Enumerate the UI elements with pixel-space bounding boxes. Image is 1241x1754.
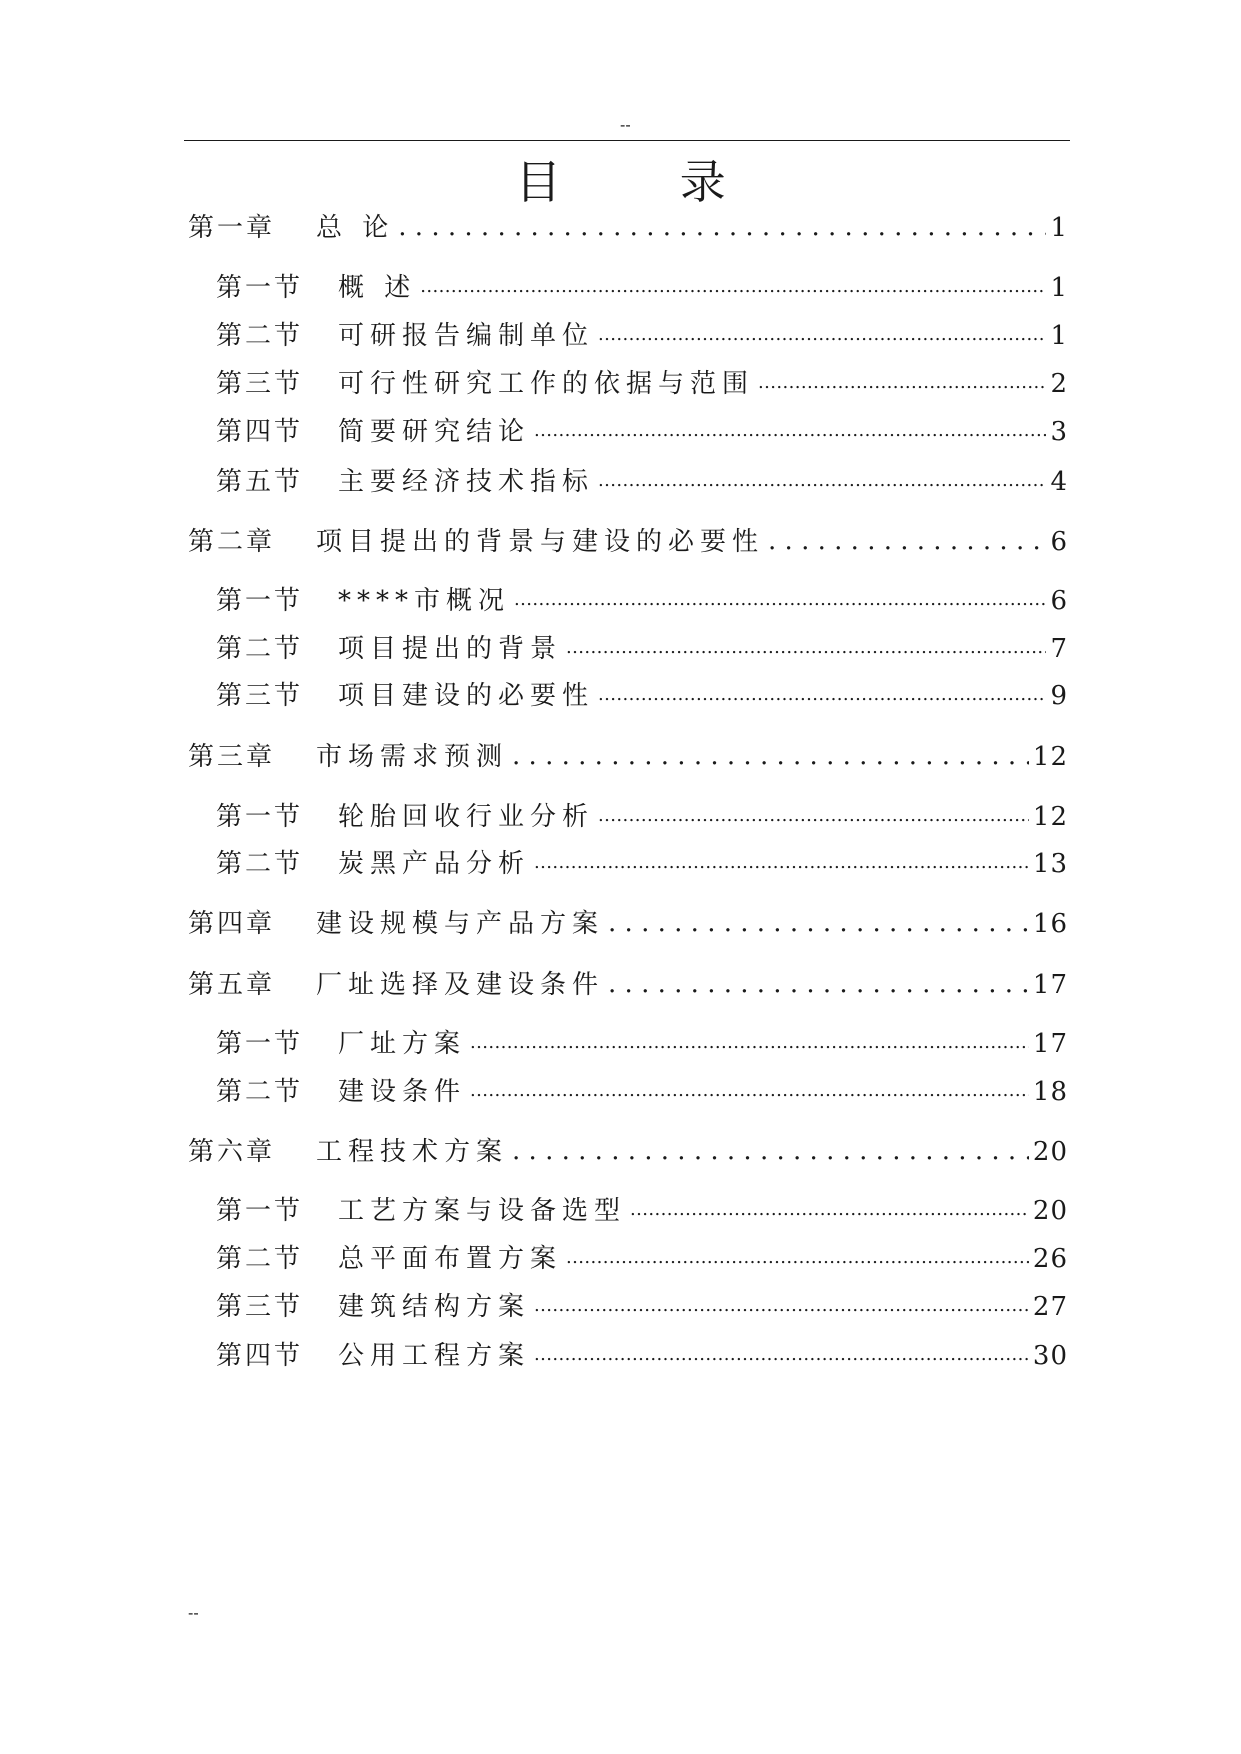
toc-entry-page-number: 20 bbox=[1032, 1137, 1068, 1167]
toc-entry-page-number: 3 bbox=[1050, 417, 1068, 447]
toc-entry-title: ****市概况 bbox=[338, 586, 511, 616]
toc-entry-number: 第一节 bbox=[216, 586, 304, 616]
dot-leader bbox=[420, 268, 1046, 308]
toc-chapter-entry[interactable] bbox=[188, 208, 1068, 248]
toc-entry-title: 项目提出的背景与建设的必要性 bbox=[316, 527, 765, 557]
toc-entry-page-number: 17 bbox=[1032, 970, 1068, 1000]
toc-entry-number: 第一节 bbox=[216, 802, 304, 832]
dot-leader bbox=[512, 1132, 1029, 1172]
toc-section-entry[interactable] bbox=[216, 1239, 1068, 1279]
toc-entry-page-number: 30 bbox=[1032, 1341, 1068, 1371]
toc-entry-title: 总平面布置方案 bbox=[338, 1244, 563, 1274]
toc-entry-page-number: 17 bbox=[1032, 1029, 1068, 1059]
toc-section-entry[interactable] bbox=[216, 412, 1068, 452]
toc-chapter-entry[interactable] bbox=[188, 965, 1068, 1005]
toc-entry-title: 概 述 bbox=[338, 273, 417, 303]
toc-entry-title: 可研报告编制单位 bbox=[338, 321, 595, 351]
toc-chapter-entry[interactable] bbox=[188, 904, 1068, 944]
toc-entry-number: 第一节 bbox=[216, 1196, 304, 1226]
dot-leader bbox=[608, 965, 1029, 1005]
toc-entry-page-number: 6 bbox=[1050, 527, 1068, 557]
toc-entry-number: 第三节 bbox=[216, 681, 304, 711]
toc-entry-number: 第二节 bbox=[216, 849, 304, 879]
dot-leader bbox=[566, 629, 1046, 669]
toc-section-entry[interactable] bbox=[216, 797, 1068, 837]
toc-entry-number: 第二节 bbox=[216, 1244, 304, 1274]
toc-entry-page-number: 6 bbox=[1050, 586, 1068, 616]
toc-entry-title: 公用工程方案 bbox=[338, 1341, 531, 1371]
toc-entry-title: 工艺方案与设备选型 bbox=[338, 1196, 627, 1226]
dot-leader bbox=[758, 364, 1046, 404]
toc-entry-title: 工程技术方案 bbox=[316, 1137, 509, 1167]
dot-leader bbox=[512, 737, 1029, 777]
toc-entry-title: 简要研究结论 bbox=[338, 417, 531, 447]
page-title: 目 录 bbox=[515, 155, 778, 209]
toc-entry-number: 第六章 bbox=[188, 1137, 276, 1167]
toc-section-entry[interactable] bbox=[216, 1191, 1068, 1231]
toc-section-entry[interactable] bbox=[216, 268, 1068, 308]
toc-entry-number: 第三章 bbox=[188, 742, 276, 772]
footer-mark: -- bbox=[188, 1605, 199, 1622]
toc-entry-page-number: 18 bbox=[1032, 1077, 1068, 1107]
toc-entry-title: 建筑结构方案 bbox=[338, 1292, 531, 1322]
toc-entry-number: 第二章 bbox=[188, 527, 276, 557]
dot-leader bbox=[598, 676, 1046, 716]
toc-entry-title: 轮胎回收行业分析 bbox=[338, 802, 595, 832]
toc-entry-number: 第四节 bbox=[216, 1341, 304, 1371]
toc-entry-title: 厂址方案 bbox=[338, 1029, 467, 1059]
toc-entry-page-number: 27 bbox=[1032, 1292, 1068, 1322]
toc-entry-page-number: 4 bbox=[1050, 467, 1068, 497]
toc-entry-title: 项目建设的必要性 bbox=[338, 681, 595, 711]
toc-section-entry[interactable] bbox=[216, 462, 1068, 502]
toc-section-entry[interactable] bbox=[216, 1072, 1068, 1112]
toc-section-entry[interactable] bbox=[216, 1024, 1068, 1064]
toc-entry-page-number: 2 bbox=[1050, 369, 1068, 399]
toc-entry-title: 厂址选择及建设条件 bbox=[316, 970, 605, 1000]
toc-entry-page-number: 1 bbox=[1050, 213, 1068, 243]
toc-entry-title: 炭黑产品分析 bbox=[338, 849, 531, 879]
dot-leader bbox=[534, 844, 1029, 884]
toc-entry-title: 总 论 bbox=[316, 213, 395, 243]
toc-section-entry[interactable] bbox=[216, 1287, 1068, 1327]
toc-entry-page-number: 1 bbox=[1050, 321, 1068, 351]
dot-leader bbox=[608, 904, 1029, 944]
dot-leader bbox=[534, 1287, 1029, 1327]
toc-entry-number: 第四章 bbox=[188, 909, 276, 939]
toc-entry-page-number: 26 bbox=[1032, 1244, 1068, 1274]
toc-section-entry[interactable] bbox=[216, 629, 1068, 669]
toc-entry-title: 建设条件 bbox=[338, 1077, 467, 1107]
toc-entry-number: 第五节 bbox=[216, 467, 304, 497]
dot-leader bbox=[534, 412, 1046, 452]
toc-section-entry[interactable] bbox=[216, 581, 1068, 621]
toc-entry-number: 第二节 bbox=[216, 321, 304, 351]
toc-entry-number: 第五章 bbox=[188, 970, 276, 1000]
dot-leader bbox=[630, 1191, 1029, 1231]
toc-section-entry[interactable] bbox=[216, 676, 1068, 716]
toc-entry-number: 第一节 bbox=[216, 1029, 304, 1059]
toc-entry-number: 第一节 bbox=[216, 273, 304, 303]
toc-entry-page-number: 20 bbox=[1032, 1196, 1068, 1226]
dot-leader bbox=[534, 1336, 1029, 1376]
toc-entry-title: 市场需求预测 bbox=[316, 742, 509, 772]
header-rule bbox=[184, 140, 1070, 141]
toc-entry-title: 建设规模与产品方案 bbox=[316, 909, 605, 939]
toc-entry-number: 第四节 bbox=[216, 417, 304, 447]
toc-entry-page-number: 12 bbox=[1032, 742, 1068, 772]
toc-entry-number: 第一章 bbox=[188, 213, 276, 243]
dot-leader bbox=[398, 208, 1046, 248]
dot-leader bbox=[598, 797, 1029, 837]
dot-leader bbox=[470, 1024, 1029, 1064]
toc-section-entry[interactable] bbox=[216, 1336, 1068, 1376]
header-mark: -- bbox=[620, 117, 631, 134]
toc-entry-number: 第二节 bbox=[216, 634, 304, 664]
toc-entry-number: 第三节 bbox=[216, 1292, 304, 1322]
toc-section-entry[interactable] bbox=[216, 316, 1068, 356]
toc-entry-title: 可行性研究工作的依据与范围 bbox=[338, 369, 755, 399]
toc-entry-number: 第三节 bbox=[216, 369, 304, 399]
toc-entry-page-number: 1 bbox=[1050, 273, 1068, 303]
toc-entry-title: 主要经济技术指标 bbox=[338, 467, 595, 497]
dot-leader bbox=[470, 1072, 1029, 1112]
toc-entry-page-number: 7 bbox=[1050, 634, 1068, 664]
dot-leader bbox=[514, 581, 1046, 621]
dot-leader bbox=[598, 462, 1046, 502]
dot-leader bbox=[598, 316, 1046, 356]
toc-entry-title: 项目提出的背景 bbox=[338, 634, 563, 664]
toc-section-entry[interactable] bbox=[216, 844, 1068, 884]
toc-entry-page-number: 9 bbox=[1050, 681, 1068, 711]
toc-section-entry[interactable] bbox=[216, 364, 1068, 404]
dot-leader bbox=[768, 522, 1046, 562]
toc-chapter-entry[interactable] bbox=[188, 1132, 1068, 1172]
toc-chapter-entry[interactable] bbox=[188, 522, 1068, 562]
toc-entry-number: 第二节 bbox=[216, 1077, 304, 1107]
dot-leader bbox=[566, 1239, 1029, 1279]
toc-chapter-entry[interactable] bbox=[188, 737, 1068, 777]
toc-entry-page-number: 16 bbox=[1032, 909, 1068, 939]
toc-entry-page-number: 12 bbox=[1032, 802, 1068, 832]
toc-entry-page-number: 13 bbox=[1032, 849, 1068, 879]
